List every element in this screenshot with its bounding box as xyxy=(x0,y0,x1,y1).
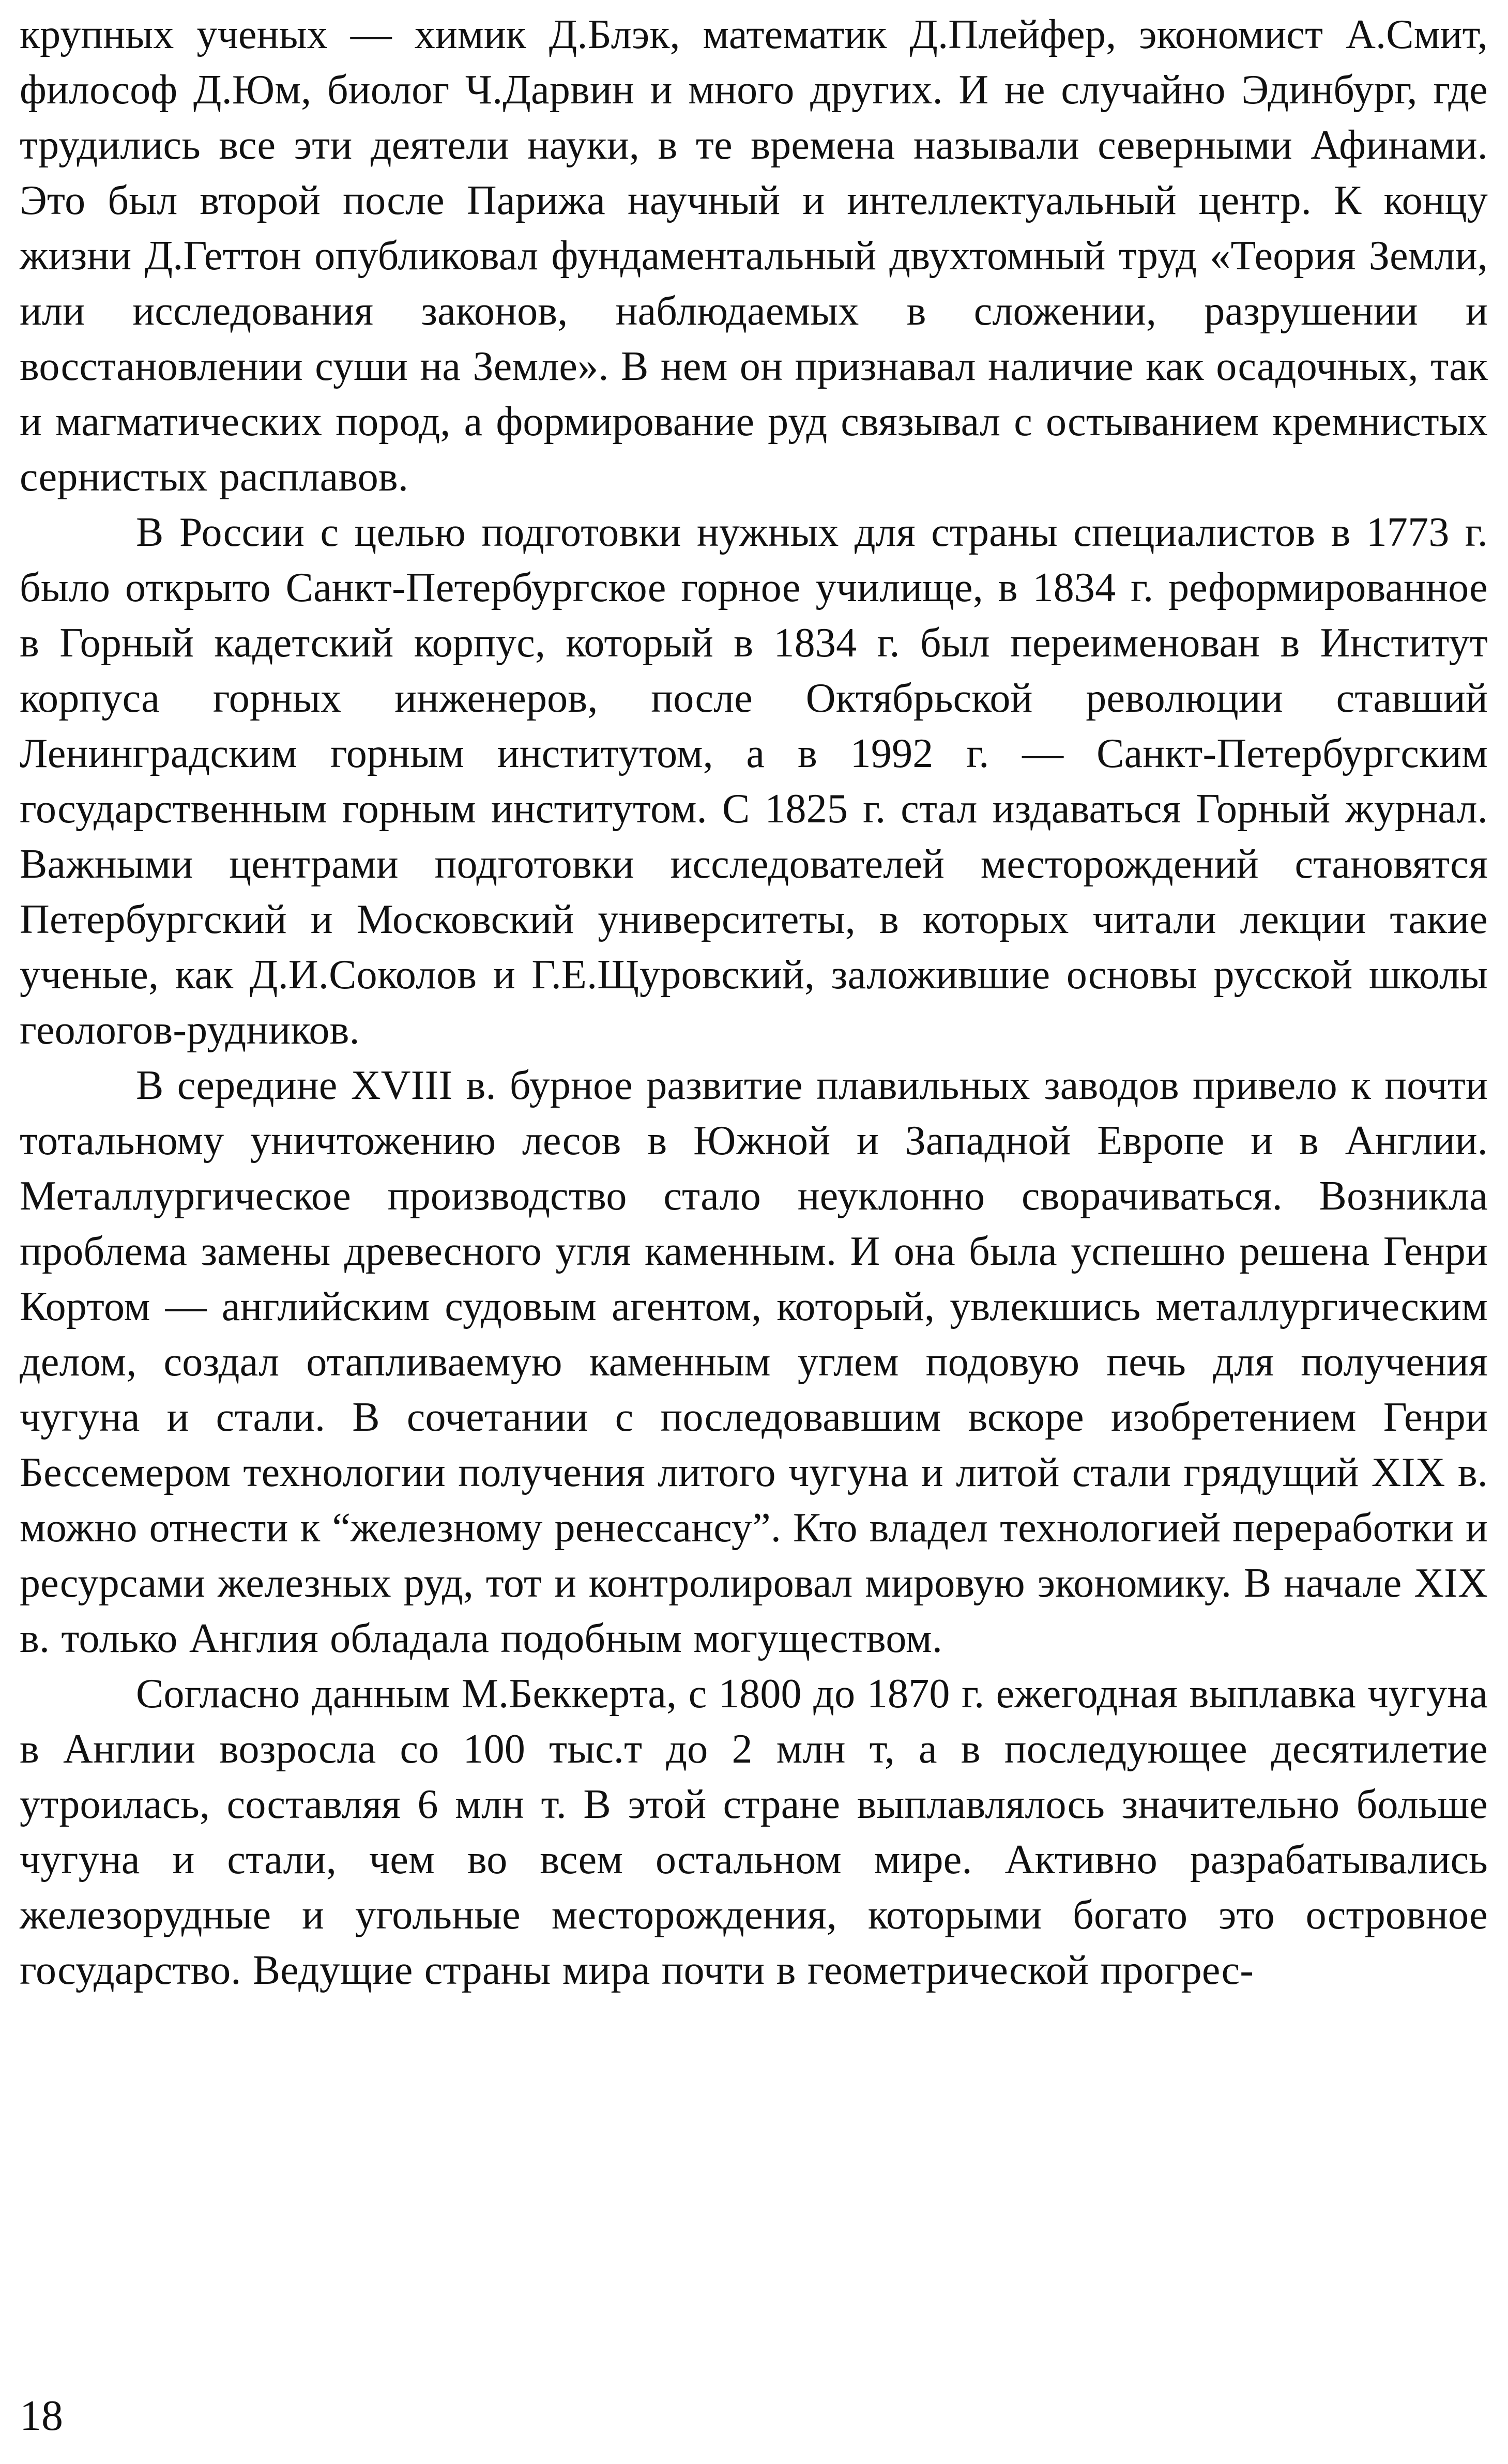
book-page xyxy=(20,7,1488,2457)
paragraph-xviii-century-metallurgy: В середине XVIII в. бурное развитие плавильных заводов привело к почти тотальному уничтожению лесов в Южной и Западной Европе и в Англии. Металлургическое производство стало неуклонно сворачиваться. Возникла проблема замены древесного угля каменным. И она была успешно решена Генри Кортом — английским судовым агентом, который, увлекшись металлургическим делом, создал отапливаемую каменным углем подовую печь для получения чугуна и стали. В сочетании с последовавшим вскоре изобретением Генри Бессемером технологии получения литого чугуна и литой стали грядущий XIX в. можно отнести к “железному ренессансу”. Кто владел технологией переработки и ресурсами железных руд, тот и контролировал мировую экономику. В начале XIX в. только Англия обладала подобным могуществом. xyxy=(20,1063,1488,1661)
paragraph-beckert-data: Согласно данным М.Беккерта, с 1800 до 1870 г. ежегодная выплавка чугуна в Англии возросла со 100 тыс.т до 2 млн т, а в последующее десятилетие утроилась, составляя 6 млн т. В этой стране выплавлялось значительно больше чугуна и стали, чем во всем остальном мире. Активно разрабатывались железорудные и угольные месторождения, которыми богато это островное государство. Ведущие страны мира почти в геометрической прогрес- xyxy=(20,1671,1488,1993)
paragraph-russia-mining-education: В России с целью подготовки нужных для страны специалистов в 1773 г. было открыто Санкт-Петербургское горное училище, в 1834 г. реформированное в Горный кадетский корпус, который в 1834 г. был переименован в Институт корпуса горных инженеров, после Октябрьской революции ставший Ленинградским горным институтом, а в 1992 г. — Санкт-Петербургским государственным горным институтом. С 1825 г. стал издаваться Горный журнал. Важными центрами подготовки исследователей месторождений становятся Петербургский и Московский университеты, в которых читали лекции такие ученые, как Д.И.Соколов и Г.Е.Щуровский, заложившие основы русской школы геологов-рудников. xyxy=(20,510,1488,1053)
paragraph-continuation: крупных ученых — химик Д.Блэк, математик Д.Плейфер, экономист А.Смит, философ Д.Юм, биолог Ч.Дарвин и много других. И не случайно Эдинбург, где трудились все эти деятели науки, в те времена называли северными Афинами. Это был второй после Парижа научный и интеллектуальный центр. К концу жизни Д.Геттон опубликовал фундаментальный двухтомный труд «Теория Земли, или исследования законов, наблюдаемых в сложении, разрушении и восстановлении суши на Земле». В нем он признавал наличие как осадочных, так и магматических пород, а формирование руд связывал с остыванием кремнистых сернистых расплавов. xyxy=(20,12,1488,500)
page-number: 18 xyxy=(20,2392,63,2440)
